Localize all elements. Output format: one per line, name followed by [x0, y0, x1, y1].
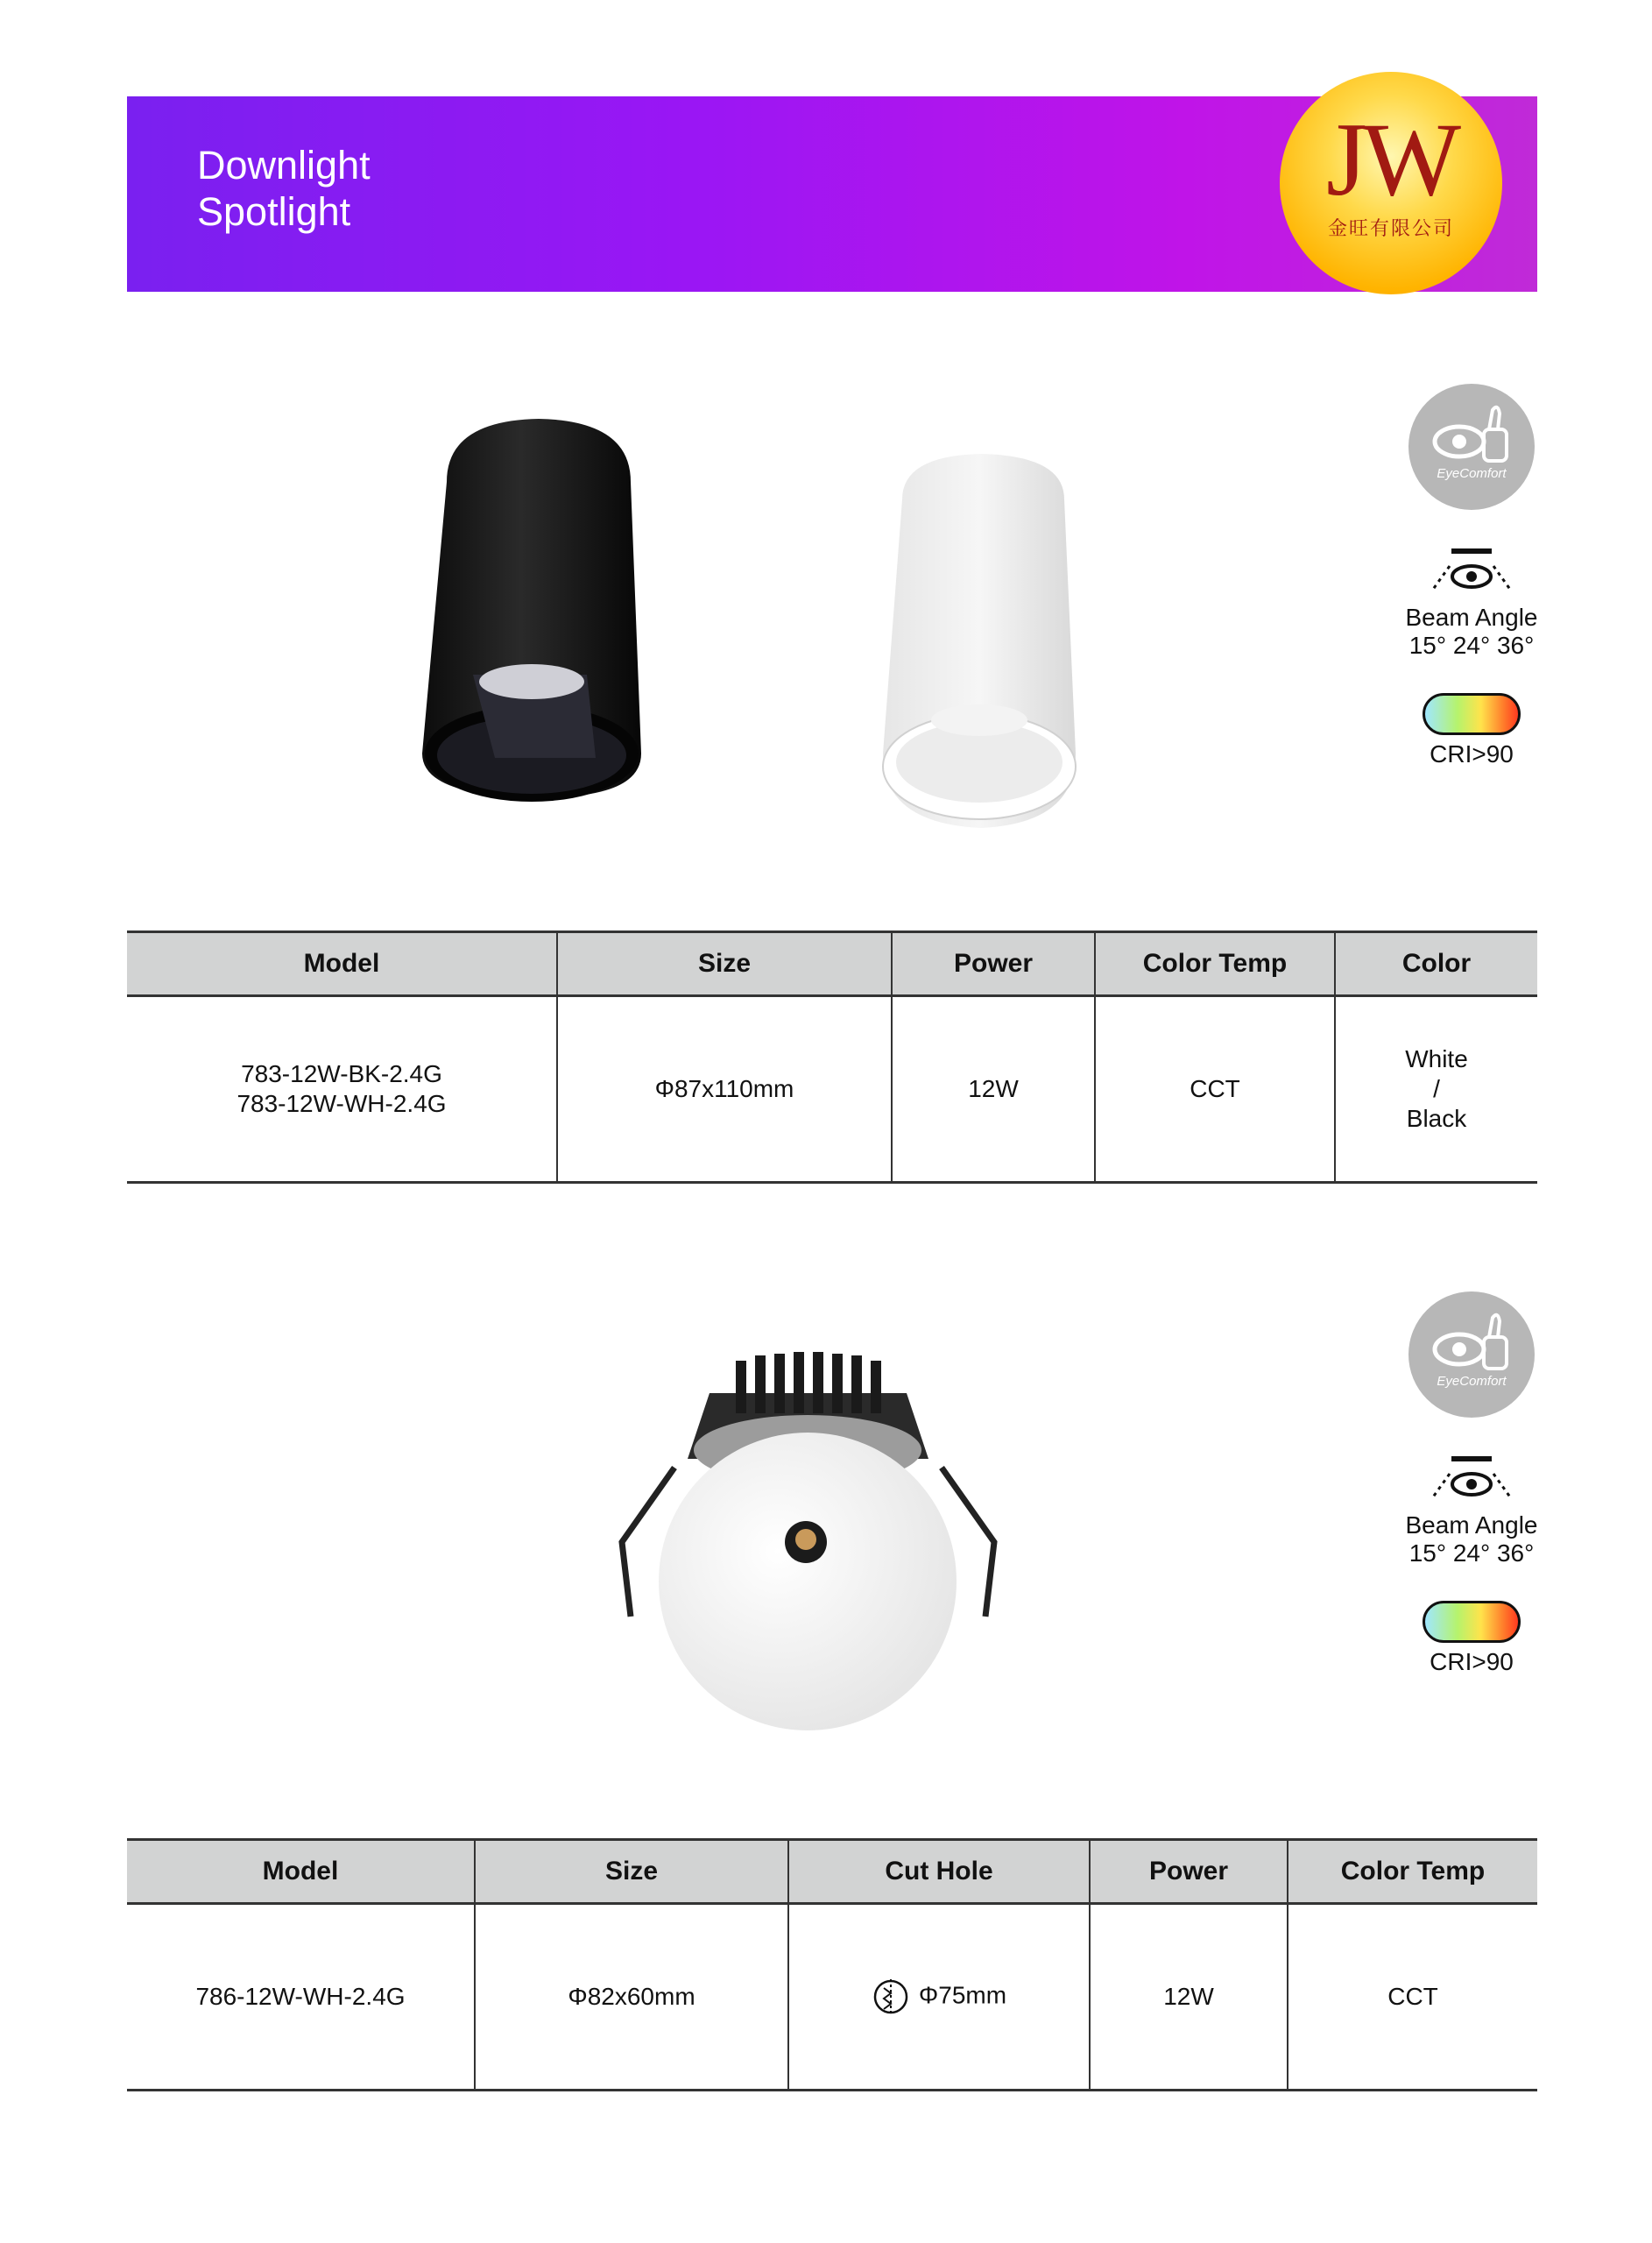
col-size: Size [557, 932, 892, 996]
model-bk: 783-12W-BK-2.4G [241, 1060, 442, 1087]
table-row [127, 996, 1537, 1183]
cri-label: CRI>90 [1430, 740, 1514, 768]
table-header-row [127, 932, 1537, 996]
bezel-face [659, 1433, 957, 1730]
cut-hole-value: Φ75mm [918, 1981, 1007, 2009]
col-color-temp: Color Temp [1288, 1840, 1537, 1904]
product-783-image [412, 412, 1156, 841]
spec-table-786 [127, 1838, 1537, 2091]
cri-rainbow-icon [1423, 693, 1521, 735]
col-cut-hole: Cut Hole [788, 1840, 1090, 1904]
product-786-image [604, 1345, 1016, 1730]
category-title [197, 142, 371, 235]
beam-angle-values: 15° 24° 36° [1408, 632, 1535, 659]
col-color-temp: Color Temp [1095, 932, 1335, 996]
eye-comfort-label: EyeComfort [1437, 1374, 1507, 1389]
col-color: Color [1335, 932, 1537, 996]
table-header-row [127, 1840, 1537, 1904]
cell-power: 12W [1090, 1904, 1288, 2091]
cell-model [127, 996, 557, 1183]
beam-angle-label: Beam Angle [1405, 604, 1538, 631]
cell-model: 786-12W-WH-2.4G [127, 1904, 475, 2091]
black-cylinder [422, 419, 641, 802]
cell-color-temp: CCT [1288, 1904, 1537, 2091]
col-power: Power [1090, 1840, 1288, 1904]
cri-rainbow-icon [1423, 1601, 1521, 1643]
table-row [127, 1904, 1537, 2091]
category-downlight: Downlight [197, 143, 371, 188]
brand-logo [1280, 72, 1502, 294]
cell-color [1335, 996, 1537, 1183]
logo-company-name: 金旺有限公司 [1327, 217, 1454, 239]
cell-size: Φ82x60mm [475, 1904, 788, 2091]
model-wh: 783-12W-WH-2.4G [237, 1090, 447, 1117]
feature-icons-1 [1384, 384, 1559, 768]
col-power: Power [892, 932, 1095, 996]
white-cylinder [883, 454, 1076, 828]
beam-angle-values: 15° 24° 36° [1408, 1539, 1535, 1567]
eye-comfort-icon [1408, 384, 1535, 510]
color-separator: / [1433, 1075, 1440, 1102]
cell-cut-hole [788, 1904, 1090, 2091]
color-white: White [1405, 1045, 1468, 1072]
col-model: Model [127, 932, 557, 996]
cell-power: 12W [892, 996, 1095, 1183]
beam-angle [1384, 545, 1559, 660]
color-black: Black [1406, 1105, 1467, 1132]
cri-label: CRI>90 [1430, 1648, 1514, 1675]
beam-angle-label: Beam Angle [1405, 1511, 1538, 1539]
col-size: Size [475, 1840, 788, 1904]
category-spotlight: Spotlight [197, 189, 351, 234]
logo-mark: JW [1326, 101, 1456, 217]
eye-comfort-label: EyeComfort [1437, 466, 1507, 481]
beam-angle-icon [1423, 1453, 1520, 1507]
beam-angle [1384, 1453, 1559, 1567]
feature-icons-2 [1384, 1291, 1559, 1676]
eye-comfort-icon [1408, 1291, 1535, 1418]
cell-size: Φ87x110mm [557, 996, 892, 1183]
col-model: Model [127, 1840, 475, 1904]
cell-color-temp: CCT [1095, 996, 1335, 1183]
cut-hole-icon [872, 1976, 910, 2018]
spec-table-783 [127, 930, 1537, 1184]
beam-angle-icon [1423, 545, 1520, 599]
header-banner [127, 96, 1537, 292]
